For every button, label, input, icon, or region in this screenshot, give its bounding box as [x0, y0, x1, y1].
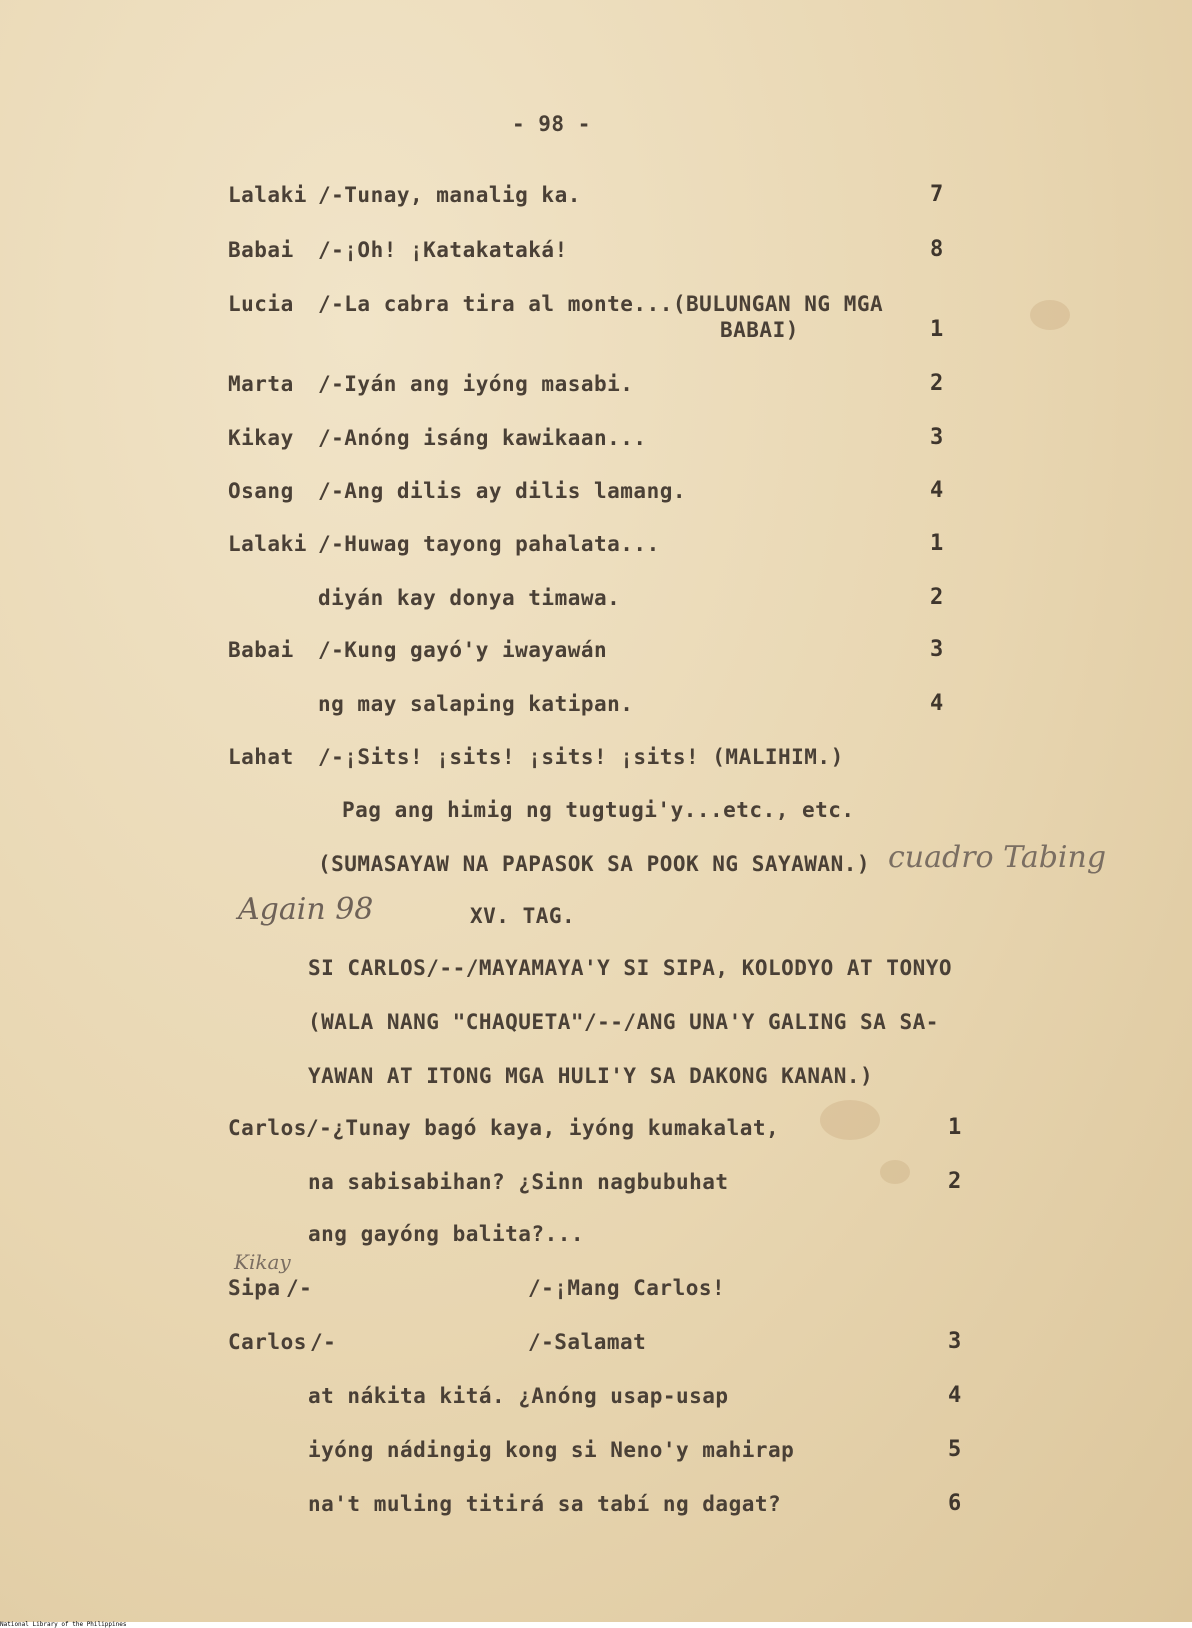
dialogue-line: /-Ang dilis ay dilis lamang.	[318, 479, 687, 503]
dialogue-line: ang gayóng balita?...	[308, 1222, 585, 1246]
speaker: Babai	[228, 638, 294, 662]
stain	[820, 1100, 880, 1140]
speaker: Carlos	[228, 1330, 307, 1354]
dialogue-line: ng may salaping katipan.	[318, 692, 634, 716]
dialogue-line: /-Kung gayó'y iwayawán	[318, 638, 608, 662]
dialogue-line: at nákita kitá. ¿Anóng usap-usap	[308, 1384, 729, 1408]
dialogue-line: /-¿Tunay bagó kaya, iyóng kumakalat,	[306, 1116, 780, 1140]
dialogue-line: /-Huwag tayong pahalata...	[318, 532, 660, 556]
stage-direction: (SUMASAYAW NA PAPASOK SA POOK NG SAYAWAN.)	[318, 852, 871, 876]
line-number: 1	[930, 531, 944, 556]
stain	[1030, 300, 1070, 330]
speaker: Lahat	[228, 745, 294, 769]
handwritten-note: Again 98	[238, 892, 374, 927]
speaker: Babai	[228, 238, 294, 262]
speaker: Carlos	[228, 1116, 307, 1140]
line-number: 4	[930, 691, 944, 716]
handwritten-note: Kikay	[234, 1250, 291, 1274]
line-number: 7	[930, 182, 944, 207]
line-number: 3	[948, 1329, 962, 1354]
dialogue-line: /-	[310, 1330, 337, 1354]
line-number: 2	[930, 371, 944, 396]
dialogue-line: na sabisabihan? ¿Sinn nagbubuhat	[308, 1170, 729, 1194]
speaker: Kikay	[228, 426, 294, 450]
handwritten-note: cuadro Tabing	[888, 840, 1107, 875]
dialogue-line: /-Anóng isáng kawikaan...	[318, 426, 647, 450]
line-number: 5	[948, 1437, 962, 1462]
line-number: 2	[930, 585, 944, 610]
dialogue-line: /-Iyán ang iyóng masabi.	[318, 372, 634, 396]
line-number: 1	[930, 317, 944, 342]
speaker: Lalaki	[228, 532, 307, 556]
stage-direction: SI CARLOS/--/MAYAMAYA'Y SI SIPA, KOLODYO AT TONYO	[308, 956, 953, 980]
scene-heading: XV. TAG.	[470, 904, 576, 928]
dialogue-line: /-	[286, 1276, 313, 1300]
dialogue-line: BABAI)	[720, 318, 799, 342]
dialogue-line: /-¡Oh! ¡Katakataká!	[318, 238, 568, 262]
dialogue-line: /-Salamat	[528, 1330, 647, 1354]
dialogue-line: /-¡Mang Carlos!	[528, 1276, 726, 1300]
speaker: Lalaki	[228, 183, 307, 207]
line-number: 3	[930, 637, 944, 662]
page-number: - 98 -	[512, 112, 591, 136]
line-number: 1	[948, 1115, 962, 1140]
dialogue-line: iyóng nádingig kong si Neno'y mahirap	[308, 1438, 795, 1462]
stage-direction: (WALA NANG "CHAQUETA"/--/ANG UNA'Y GALING SA SA-	[308, 1010, 939, 1034]
speaker: Marta	[228, 372, 294, 396]
dialogue-line: Pag ang himig ng tugtugi'y...etc., etc.	[342, 798, 855, 822]
dialogue-line: diyán kay donya timawa.	[318, 586, 621, 610]
line-number: 4	[930, 478, 944, 503]
dialogue-line: /-La cabra tira al monte...(BULUNGAN NG MGA	[318, 292, 884, 316]
line-number: 8	[930, 237, 944, 262]
stain	[880, 1160, 910, 1184]
speaker: Osang	[228, 479, 294, 503]
dialogue-line: na't muling titirá sa tabí ng dagat?	[308, 1492, 782, 1516]
speaker: Sipa	[228, 1276, 281, 1300]
line-number: 2	[948, 1169, 962, 1194]
line-number: 6	[948, 1491, 962, 1516]
speaker: Lucia	[228, 292, 294, 316]
dialogue-line: /-Tunay, manalig ka.	[318, 183, 581, 207]
stage-direction: YAWAN AT ITONG MGA HULI'Y SA DAKONG KANAN.)	[308, 1064, 874, 1088]
footer-credit: National Library of the Philippines	[0, 1622, 1192, 1628]
line-number: 3	[930, 425, 944, 450]
line-number: 4	[948, 1383, 962, 1408]
dialogue-line: /-¡Sits! ¡sits! ¡sits! ¡sits! (MALIHIM.)	[318, 745, 844, 769]
